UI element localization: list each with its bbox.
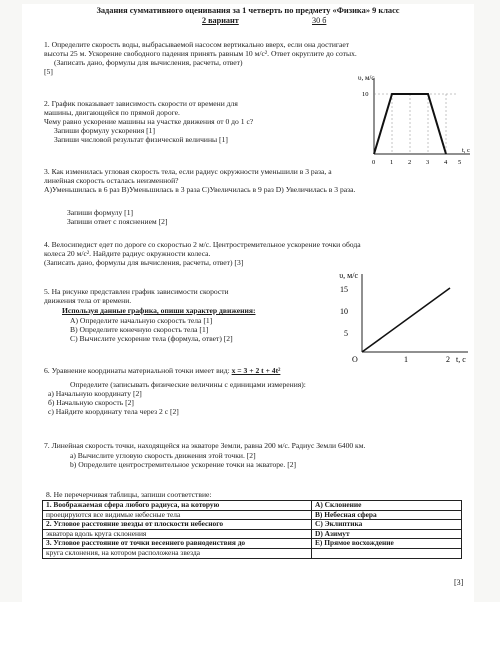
task6-item-b: б) Начальную скорость [2] — [48, 398, 134, 407]
graph1-ytick: 10 — [362, 91, 369, 98]
left-item-3: 3. Угловое расстояние от точки весеннего равноденствия до — [43, 539, 312, 549]
task7-item-b: b) Определите центростремительное ускорение точки на экваторе. [2] — [70, 460, 297, 469]
task5-item-c: C) Вычислите ускорение тела (формула, ответ) [2] — [70, 334, 233, 343]
table-row — [43, 520, 462, 530]
task6-item-c: с) Найдите координату тела через 2 с [2] — [48, 407, 179, 416]
task6-equation: x = 3 + 2 t + 4t² — [231, 366, 281, 375]
task6-item-a: а) Начальную координату [2] — [48, 389, 142, 398]
task7-item-a: a) Вычислите угловую скорость движения этой точки. [2] — [70, 451, 256, 460]
task6-line1 — [22, 366, 474, 375]
graph1-xtick-4: 4 — [444, 159, 448, 166]
task5-line2: движения тела от времени. — [44, 296, 132, 305]
task4-line3: (Записать дано, формулы для вычисления, расчеты, ответ) [3] — [44, 258, 244, 267]
task1-line2: высоты 25 м. Ускорение свободного падения принять равным 10 м/с². Ответ округлите до сотых. — [44, 49, 357, 58]
graph1-xtick-5: 5 — [458, 159, 462, 166]
task2-line2: машины, двигающейся по прямой дороге. — [44, 108, 180, 117]
graph1-xlabel: t, c — [462, 147, 470, 154]
task5-item-a: A) Определите начальную скорость тела [1] — [70, 316, 213, 325]
task2-line3: Чему равно ускорение машины на участке движения от 0 до 1 с? — [44, 117, 254, 126]
grade-label: 30 б — [312, 16, 327, 25]
graph2-ytick-10: 10 — [340, 307, 348, 316]
task7-line1: 7. Линейная скорость точки, находящейся на экваторе Земли, равна 200 м/с. Радиус Земли 6400 км. — [44, 441, 366, 450]
graph1-xtick-2: 2 — [408, 159, 412, 166]
task4-line1: 4. Велосипедист едет по дороге со скоростью 2 м/с. Центростремительное ускорение точки обода — [44, 240, 361, 249]
graph1-xtick-3: 3 — [426, 159, 430, 166]
table-row — [43, 548, 462, 558]
right-item-c: C) Эклиптика — [312, 520, 462, 530]
task2-line5: Запиши числовой результат физической величины [1] — [54, 135, 228, 144]
graph2-xlabel: t, c — [456, 355, 466, 364]
right-item-b: B) Небесная сфера — [312, 510, 462, 520]
table-row — [43, 501, 462, 511]
graph1-xtick-1: 1 — [390, 159, 394, 166]
graph2-ylabel: υ, м/с — [339, 271, 358, 280]
graph2-ytick-15: 15 — [340, 285, 348, 294]
task3-line1: 3. Как изменилась угловая скорость тела, если радиус окружности уменьшили в 3 раза, а — [44, 167, 332, 176]
task1-line1: 1. Определите скорость воды, выбрасываемой насосом вертикально вверх, если она достигает — [44, 40, 350, 49]
page-title: Задания суммативного оценивания за 1 четверть по предмету «Физика» 9 класс — [96, 6, 400, 15]
graph2-origin: O — [352, 355, 358, 364]
task8-title: 8. Не перечерчивая таблицы, запиши соответствие: — [46, 490, 212, 499]
left-item-2: 2. Угловое расстояние звезды от плоскости небесного — [43, 520, 312, 530]
task1-score: [5] — [44, 67, 53, 76]
graph2-xtick-1: 1 — [404, 355, 408, 364]
left-item-2-cont: экватора вдоль круга склонения — [43, 529, 312, 539]
right-item-d: D) Азимут — [312, 529, 462, 539]
graph2-ytick-5: 5 — [344, 329, 348, 338]
task5-line3: Используя данные графика, опиши характер движения: — [62, 306, 256, 315]
graph1-ylabel: υ, м/с — [358, 74, 375, 82]
task1-line3: (Записать дано, формулы для вычисления, расчеты, ответ) — [54, 58, 243, 67]
variant-label: 2 вариант — [202, 16, 239, 25]
task2-line1: 2. График показывает зависимость скорости от времени для — [44, 99, 238, 108]
left-item-1-cont: проецируются все видимые небесные тела — [43, 510, 312, 520]
task5-line1: 5. На рисунке представлен график зависимости скорости — [44, 287, 229, 296]
left-item-3-cont: круга склонения, на котором расположена звезда — [43, 548, 312, 558]
matching-table — [42, 500, 462, 559]
task3-line2: линейная скорость осталась неизменной? — [44, 176, 179, 185]
photo-bottom-margin — [0, 602, 500, 661]
task3-line3: Запиши формулу [1] — [67, 208, 134, 217]
right-item-e: E) Прямое восхождение — [312, 539, 462, 549]
task6-line2: Определите (записывать физические величины с единицами измерения): — [70, 380, 306, 389]
left-item-1: 1. Воображаемая сфера любого радиуса, на которую — [43, 501, 312, 511]
task3-line4: Запиши ответ с пояснением [2] — [67, 217, 168, 226]
right-item-a: A) Склонение — [312, 501, 462, 511]
task6-text: 6. Уравнение координаты материальной точки имеет вид: — [44, 366, 230, 375]
graph1-xtick-0: 0 — [372, 159, 376, 166]
task2-line4: Запиши формулу ускорения [1] — [54, 126, 155, 135]
right-item-empty — [312, 548, 462, 558]
worksheet-page — [22, 4, 474, 602]
task8-score: [3] — [454, 578, 464, 587]
task4-line2: колеса 20 м/с². Найдите радиус окружности колеса. — [44, 249, 211, 258]
task5-item-b: B) Определите конечную скорость тела [1] — [70, 325, 209, 334]
task3-options: A)Уменьшилась в 6 раз B)Уменьшилась в 3 раза C)Увеличилась в 9 раз D) Увеличилась в 3 раза. — [44, 185, 356, 194]
graph2-xtick-2: 2 — [446, 355, 450, 364]
